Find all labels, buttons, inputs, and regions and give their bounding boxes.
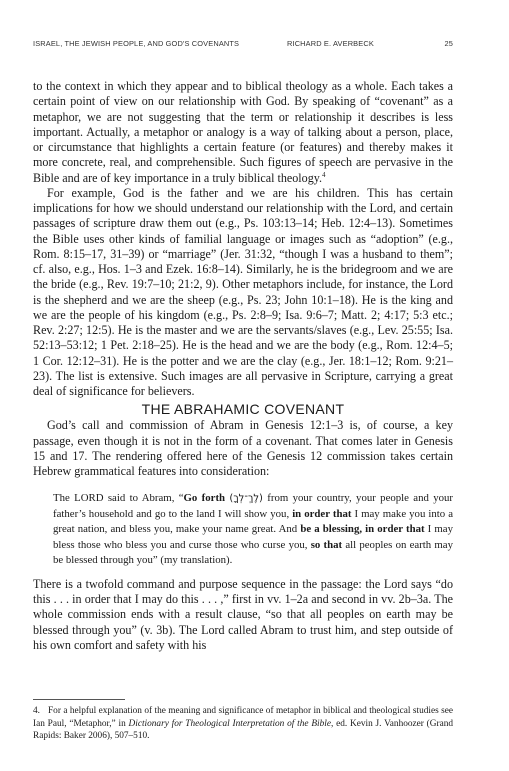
quote-text: all peoples on earth may be blessed through you” (my translation). bbox=[53, 538, 453, 567]
section-heading: THE ABRAHAMIC COVENANT bbox=[141, 401, 345, 418]
quote-emphasis: be a blessing, in order that bbox=[300, 523, 425, 536]
paragraph-examples: For example, God is the father and we are his children. This has certain implications for how we should understand our relationship with the Lord, and certain passages of scripture draw them out (e.g., Ps. 103:13–14; Heb. 12:4–13). Sometimes the Bible uses other kinds of familial language or images such as “adoption” (e.g., Rom. 8:15–17, 31–39) or “marriage” (Jer. 31:32, “though I was a husband to them”; cf. also, e.g., Hos. 1–3 and Ezek. 16:8–14). Similarly, he is the bridegroom and we are the bride (e.g., Rev. 19:7–10; 21:2, 9). Other metaphors include, for instance, the Lord is the shepherd and we are the sheep (e.g., Ps. 23; John 10:1–18). He is the king and we are the people of his kingdom (e.g., Ps. 2:8–9; Isa. 9:6–7; Matt. 2; 4:17; 5:3 etc.; Rev. 2:27; 12:5). He is the master and we are the servants/slaves (e.g., Lev. 25:55; Isa. 52:13–53:12; 1 Pet. 2:18–25). He is the head and we are the body (e.g., Rom. 12:4–5; 1 Cor. 12:12–31). He is the potter and we are the clay (e.g., Jer. 18:1–12; Rom. 9:21–23). The list is extensive. Such images are all pervasive in Scripture, carrying a great deal of significance for believers. bbox=[33, 185, 453, 398]
quote-text: I may make you into a great nation, and bless you, make your name great. And bbox=[53, 507, 454, 536]
quote-emphasis: in order that bbox=[292, 507, 352, 520]
hebrew-phrase: (לֶךְ־לְךָ) bbox=[229, 493, 263, 505]
footnote-reference: 4 bbox=[322, 170, 326, 179]
quote-text: The LORD said to Abram, “ bbox=[53, 492, 184, 505]
footnote-text: , ed. Kevin J. Vanhoozer (Grand Rapids: Baker 2006), 507–510. bbox=[33, 718, 454, 742]
page-number: 25 bbox=[444, 39, 453, 48]
footnote-divider bbox=[33, 699, 125, 700]
footnote-number: 4. bbox=[33, 706, 40, 716]
paragraph-text: to the context in which they appear and to biblical theology as a whole. Each takes a certain point of view on our relationship with God. By speaking of “covenant” as a metaphor, we are not suggesting that the term or relationship it describes is less important. Actually, a metaphor or analogy is a way of talking about a person, place, or circumstance that highlights a certain feature (or features) and thereby makes it more concrete, real, and comprehensible. Such figures of speech are pervasive in the Bible and are of key importance in a truly biblical theology. bbox=[33, 79, 453, 185]
running-head-author: RICHARD E. AVERBECK bbox=[287, 39, 374, 48]
footnote bbox=[33, 705, 453, 743]
quote-text: from your country, your people and your father’s household and go to the land I will show you, bbox=[53, 492, 454, 520]
footnote-text: For a helpful explanation of the meaning and significance of metaphor in biblical and theological studies see Ian Paul, “Metaphor,” in bbox=[33, 706, 453, 729]
quote-emphasis: so that bbox=[310, 538, 343, 551]
paragraph-twofold-command: There is a twofold command and purpose sequence in the passage: the Lord says “do this . . . in order that I may do this . . . ,” first in vv. 1–2a and second in vv. 2b–3a. The whole commission ends with a result clause, “so that all peoples on earth may be blessed through you” (v. 3b). The Lord called Abram to trust him, and step outside of his own comfort and safety with his bbox=[33, 576, 453, 652]
running-head-title: ISRAEL, THE JEWISH PEOPLE, AND GOD'S COVENANTS bbox=[33, 39, 240, 48]
running-head bbox=[33, 39, 453, 48]
body-text bbox=[33, 79, 453, 653]
paragraph-abrahamic-call: God’s call and commission of Abram in Genesis 12:1–3 is, of course, a key passage, even though it is not in the form of a covenant. That comes later in Genesis 15 and 17. The rendering offered here of the Genesis 12 commission takes certain Hebrew grammatical features into consideration: bbox=[33, 418, 453, 478]
quote-text: I may bless those who bless you and curse those who curse you, bbox=[53, 523, 453, 551]
block-quote-genesis-12 bbox=[53, 491, 453, 569]
footnote-book-title: Dictionary for Theological Interpretation of the Bible bbox=[128, 718, 331, 729]
quote-emphasis: Go forth bbox=[183, 492, 226, 505]
paragraph-metaphor bbox=[33, 79, 453, 186]
